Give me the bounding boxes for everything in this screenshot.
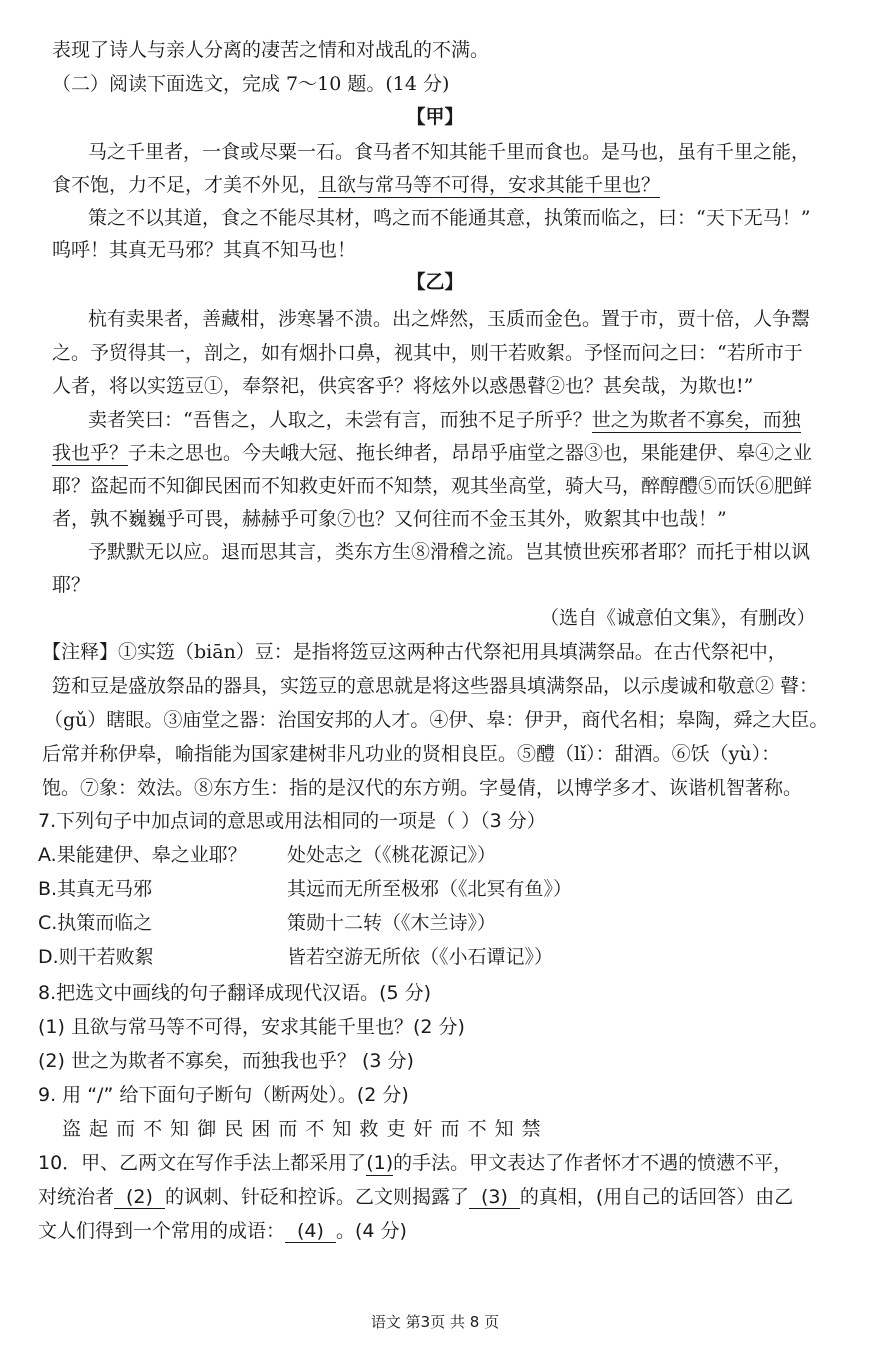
passage-yi-title: 【乙】 [406, 271, 464, 293]
q7-option-b-right: 其远而无所至极邪（《北冥有鱼》） [287, 878, 573, 900]
underlined-sentence-2a: 世之为欺者不寡矣，而独 [591, 409, 801, 431]
q10-text: 对统治者 [38, 1186, 115, 1208]
question-10-line-3 [38, 1219, 407, 1243]
q7-option-a [38, 843, 497, 867]
question-10-line-1 [38, 1151, 792, 1175]
q10-text: 的真相，(用自己的话回答）由乙 [519, 1186, 794, 1208]
passage-jia-line: 马之千里者，一食或尽粟一石。食马者不知其能千里而食也。是马也，虽有千里之能， [88, 141, 811, 163]
q10-text: 的讽刺、针砭和控诉。乙文则揭露了 [164, 1186, 469, 1208]
q10-text: 10．甲、乙两文在写作手法上都采用了 [38, 1152, 367, 1174]
q7-option-a-left: A.果能建伊、皋之业耶？ [38, 844, 247, 866]
answer-blank-4: (4) [285, 1220, 336, 1243]
annotation-line: 笾和豆是盛放祭品的器具，实笾豆的意思就是将这些器具填满祭品，以示虔诚和敬意② 瞽： [52, 675, 819, 697]
question-10-line-2 [38, 1185, 793, 1209]
answer-blank-2: (2) [114, 1186, 165, 1209]
q10-text: 。(4 分) [335, 1220, 407, 1242]
section-heading: （二）阅读下面选文，完成 7～10 题。(14 分) [52, 73, 450, 95]
passage-yi-line [52, 441, 812, 465]
annotation-line: 饱。⑦象：效法。⑧东方生：指的是汉代的东方朔。字曼倩，以博学多才、诙谐机智著称。 [42, 777, 803, 799]
passage-yi-line: 杭有卖果者，善藏柑，涉寒暑不溃。出之烨然，玉质而金色。置于市，贾十倍，人争鬻 [88, 308, 811, 330]
q10-text: 的手法。甲文表达了作者怀才不遇的愤懑不平， [393, 1152, 793, 1174]
answer-blank-1: (1) [366, 1152, 394, 1174]
passage-jia-text: 食不饱，力不足，才美不外见， [52, 174, 319, 196]
q7-option-c-left: C.执策而临之 [38, 912, 153, 934]
question-7: 7.下列句子中加点词的意思或用法相同的一项是（ ）（3 分） [38, 810, 546, 832]
q7-option-b-left: B.其真无马邪 [38, 878, 153, 900]
passage-yi-line: 耶？盗起而不知御民困而不知救吏奸而不知禁，观其坐高堂，骑大马，醉醇醴⑤而饫⑥肥鲜 [52, 475, 813, 497]
passage-jia-line: 策之不以其道，食之不能尽其材，鸣之而不能通其意，执策而临之，曰：“天下无马！” [88, 207, 811, 229]
underlined-sentence-2b: 我也乎？ [52, 442, 129, 464]
passage-yi-line: 人者，将以实笾豆①，奉祭祀，供宾客乎？将炫外以惑愚瞽②也？甚矣哉，为欺也!” [52, 375, 754, 397]
passage-jia-title: 【甲】 [406, 106, 464, 128]
q7-option-b [38, 877, 573, 901]
page-footer: 语文 第3页 共 8 页 [370, 1313, 500, 1331]
passage-jia-line [52, 173, 660, 197]
question-8-part-1: (1) 且欲与常马等不可得，安求其能千里也？(2 分) [38, 1016, 465, 1038]
q7-option-d [38, 945, 554, 969]
question-9: 9. 用 “/” 给下面句子断句（断两处）。(2 分) [38, 1084, 409, 1106]
q7-option-c-right: 策勋十二转（《木兰诗》） [287, 912, 497, 934]
text-line: 表现了诗人与亲人分离的凄苦之情和对战乱的不满。 [52, 39, 490, 61]
passage-yi-line: 之。予贸得其一，剖之，如有烟扑口鼻，视其中，则干若败絮。予怪而问之曰：“若所市于 [52, 342, 803, 364]
annotation-line: （gǔ）瞎眼。③庙堂之器：治国安邦的人才。④伊、皋：伊尹，商代名相；皋陶，舜之大臣。 [44, 709, 829, 731]
passage-yi-line: 予默默无以应。退而思其言，类东方生⑧滑稽之流。岂其愤世疾邪者耶？而托于柑以讽 [88, 541, 811, 563]
q10-text: 文人们得到一个常用的成语： [38, 1220, 286, 1242]
q7-option-d-right: 皆若空游无所依（《小石谭记》） [287, 946, 554, 968]
source-note: （选自《诚意伯文集》，有删改） [540, 607, 816, 629]
passage-yi-line [88, 408, 801, 432]
annotation-line: 后常并称伊皋，喻指能为国家建树非凡功业的贤相良臣。⑤醴（lǐ）：甜酒。⑥饫（yù）： [42, 743, 781, 765]
underlined-sentence-1: 且欲与常马等不可得，安求其能千里也？ [318, 174, 661, 196]
q7-option-a-right: 处处志之（《桃花源记》） [287, 844, 497, 866]
passage-yi-text: 卖者笑曰：“吾售之，人取之，未尝有言，而独不足子所乎？ [88, 409, 592, 431]
question-9-sentence: 盗 起 而 不 知 御 民 困 而 不 知 救 吏 奸 而 不 知 禁 [62, 1118, 542, 1140]
passage-yi-text: 子未之思也。今夫峨大冠、拖长绅者，昂昂乎庙堂之器③也，果能建伊、皋④之业 [128, 442, 813, 464]
passage-yi-line: 者，孰不巍巍乎可畏，赫赫乎可象⑦也？又何往而不金玉其外，败絮其中也哉！” [52, 508, 727, 530]
answer-blank-3: (3) [469, 1186, 520, 1209]
passage-yi-line: 耶？ [52, 574, 91, 596]
annotation-line: 【注释】①实笾（biān）豆：是指将笾豆这两种古代祭祀用具填满祭品。在古代祭祀中， [42, 641, 787, 663]
q7-option-d-left: D.则干若败絮 [38, 946, 154, 968]
q7-option-c [38, 911, 497, 935]
passage-jia-line: 呜呼！其真无马邪？其真不知马也！ [52, 239, 357, 261]
question-8: 8.把选文中画线的句子翻译成现代汉语。(5 分) [38, 982, 432, 1004]
question-8-part-2: (2) 世之为欺者不寡矣，而独我也乎？ (3 分) [38, 1050, 414, 1072]
